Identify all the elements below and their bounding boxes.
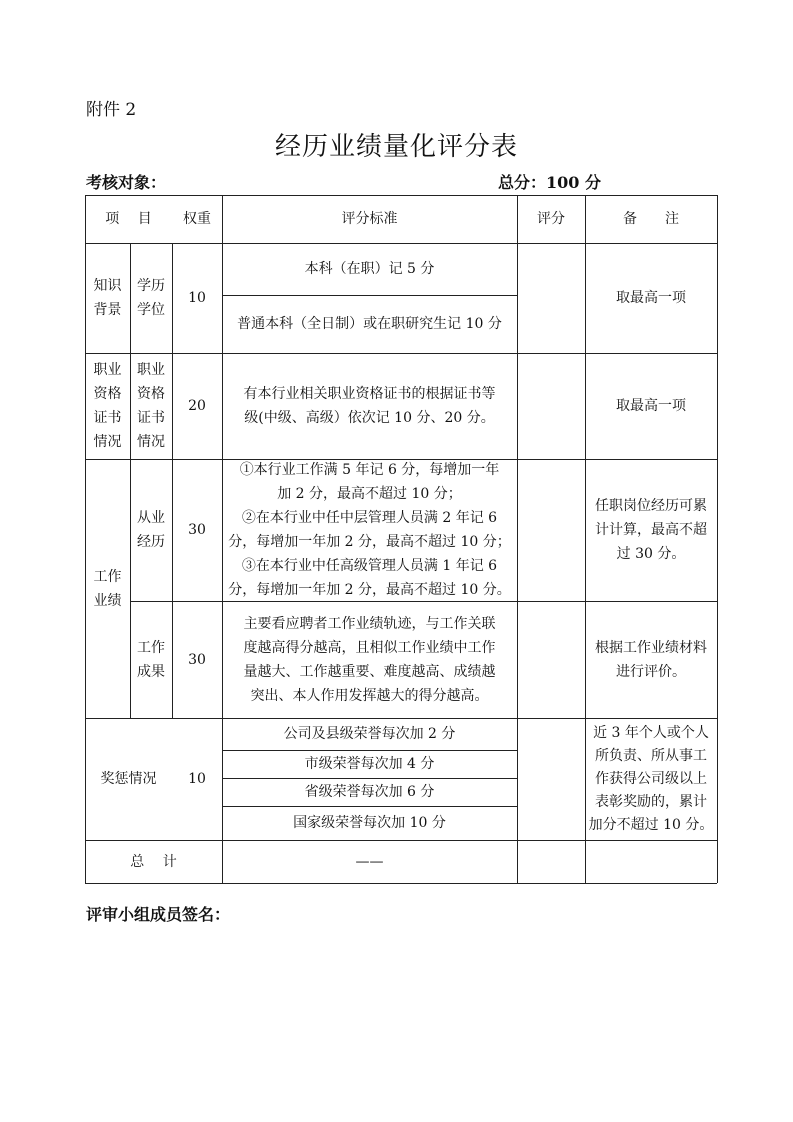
experience-subcategory: 从业经历 (137, 510, 165, 550)
experience-weight: 30 (188, 522, 206, 538)
experience-remark: 任职岗位经历可累 计计算，最高不超 过 30 分。 (595, 498, 707, 562)
education-remark: 取最高一项 (616, 290, 686, 306)
total-remark-cell (585, 840, 717, 883)
total-label: 总 计 (130, 853, 177, 870)
education-weight: 10 (188, 290, 206, 306)
qualification-score-cell[interactable] (517, 353, 585, 459)
qualification-category: 职业资格证书情况 (93, 362, 122, 450)
header-standard: 评分标准 (341, 211, 398, 227)
qualification-remark: 取最高一项 (616, 398, 686, 414)
education-subcategory: 学历学位 (137, 278, 165, 318)
total-score-cell[interactable] (517, 840, 585, 883)
awards-score-cell[interactable] (517, 718, 585, 840)
results-subcategory: 工作成果 (137, 639, 165, 680)
awards-category: 奖惩情况 (100, 771, 157, 787)
education-criterion: 本科（在职）记 5 分 (304, 261, 435, 277)
results-remark: 根据工作业绩材料 进行评价。 (595, 639, 707, 680)
experience-score-cell[interactable] (517, 459, 585, 601)
qualification-criteria: 有本行业相关职业资格证书的根据证书等 级(中级、高级）依次记 10 分、20 分。 (243, 386, 496, 426)
header-score: 评分 (537, 211, 565, 227)
awards-criterion: 省级荣誉每次加 6 分 (304, 784, 435, 800)
total-score-label: 总分：100 分 (498, 173, 601, 192)
awards-criterion: 公司及县级荣誉每次加 2 分 (283, 726, 456, 742)
work-category: 工作业绩 (93, 568, 122, 609)
results-criteria: 主要看应聘者工作业绩轨迹，与工作关联 度越高得分越高，且相似工作业绩中工作 量越大、工作越重要、难度越高、成绩越 突出、本人作用发挥越大的得分越高。 (243, 615, 496, 704)
header-item: 项 目 (105, 211, 152, 227)
attachment-label: 附件 2 (86, 100, 137, 120)
total-standard: —— (355, 853, 384, 870)
education-criterion: 普通本科（全日制）或在职研究生记 10 分 (237, 316, 502, 332)
qualification-weight: 20 (188, 398, 206, 414)
qualification-subcategory: 职业资格证书情况 (137, 362, 165, 450)
page-title: 经历业绩量化评分表 (274, 132, 518, 162)
header-weight: 权重 (183, 211, 211, 227)
signoff-label: 评审小组成员签名： (86, 905, 231, 924)
header-remark: 备 注 (623, 211, 679, 227)
awards-remark: 近 3 年个人或个人 所负责、所从事工 作获得公司级以上 表彰奖励的，累计 加分不超过 10 分。 (588, 724, 714, 833)
awards-criterion: 国家级荣誉每次加 10 分 (293, 815, 446, 831)
experience-criteria: ①本行业工作满 5 年记 6 分，每增加一年 加 2 分，最高不超过 10 分； ②在本行业中任中层管理人员满 2 年记 6 分，每增加一年加 2 分，最高不超过 10 分； ③在本行业中任高级管理人员满 1 年记 6 分，每增加一年加 2 分，最高不超过 10 分。 (228, 462, 511, 598)
education-score-cell[interactable] (517, 243, 585, 353)
results-score-cell[interactable] (517, 601, 585, 718)
scoring-table (85, 195, 717, 883)
awards-weight: 10 (188, 771, 206, 787)
education-category: 知识背景 (93, 278, 122, 318)
results-weight: 30 (188, 651, 206, 668)
awards-criterion: 市级荣誉每次加 4 分 (304, 756, 435, 772)
assessment-target-label: 考核对象： (86, 173, 167, 192)
